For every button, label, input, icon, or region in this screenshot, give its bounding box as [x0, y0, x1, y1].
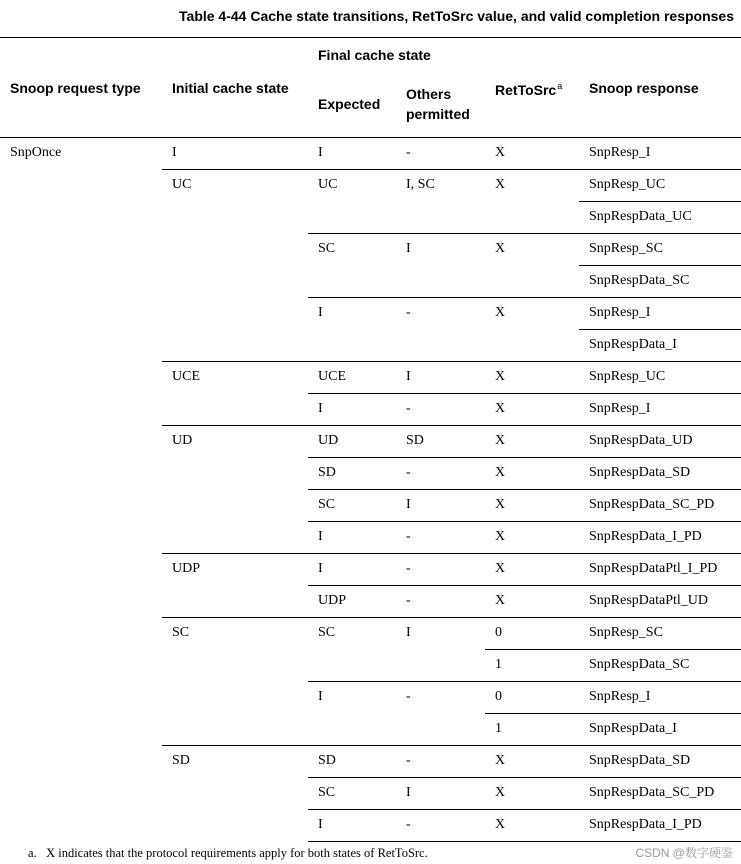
- cell-initial: SD: [162, 746, 308, 842]
- cell-initial: UCE: [162, 362, 308, 426]
- cell-request-type: SnpOnce: [10, 145, 62, 160]
- cell-response: SnpRespData_I: [579, 330, 741, 362]
- cell-expected: UCE: [308, 362, 396, 394]
- cell-expected: UC: [308, 170, 396, 234]
- header-initial-cache-state: Initial cache state: [162, 38, 308, 138]
- cell-expected: UD: [308, 426, 396, 458]
- cell-response: SnpRespDataPtl_UD: [579, 586, 741, 618]
- cell-rettosrc: X: [485, 554, 579, 586]
- cell-others: I, SC: [396, 170, 485, 234]
- cell-others: -: [396, 746, 485, 778]
- watermark: CSDN @数字硬鉴: [635, 846, 733, 860]
- cell-expected: SC: [308, 618, 396, 682]
- cell-rettosrc: X: [485, 490, 579, 522]
- cell-rettosrc: X: [485, 362, 579, 394]
- cell-others: -: [406, 145, 411, 160]
- header-expected: Expected: [308, 71, 396, 138]
- footnote-marker: a: [557, 80, 563, 91]
- cell-response: SnpResp_I: [579, 682, 741, 714]
- cell-response: SnpRespData_SC_PD: [579, 490, 741, 522]
- cell-initial: UC: [162, 170, 308, 362]
- cell-expected: SD: [308, 458, 396, 490]
- cell-expected: I: [318, 145, 323, 160]
- cell-others: -: [396, 458, 485, 490]
- cell-rettosrc: X: [485, 234, 579, 298]
- cell-others: I: [396, 234, 485, 298]
- header-snoop-response: Snoop response: [579, 38, 741, 138]
- header-final-cache-state: Final cache state: [318, 46, 431, 63]
- cell-expected: SC: [308, 490, 396, 522]
- cell-rettosrc: X: [485, 778, 579, 810]
- cell-response: SnpRespDataPtl_I_PD: [579, 554, 741, 586]
- cell-rettosrc: 1: [485, 714, 579, 746]
- cell-rettosrc: 0: [485, 682, 579, 714]
- cell-rettosrc: X: [485, 426, 579, 458]
- cell-expected: UDP: [308, 586, 396, 618]
- cell-expected: SC: [308, 234, 396, 298]
- cell-response: SnpResp_I: [579, 394, 741, 426]
- cell-response: SnpRespData_SD: [579, 458, 741, 490]
- cell-rettosrc: X: [485, 298, 579, 362]
- cell-rettosrc: X: [485, 458, 579, 490]
- cell-expected: SD: [308, 746, 396, 778]
- cache-state-table: [0, 37, 741, 842]
- cell-response: SnpRespData_SC: [579, 650, 741, 682]
- footnote: [28, 846, 428, 861]
- cell-rettosrc: 0: [485, 618, 579, 650]
- cell-response: SnpResp_I: [579, 298, 741, 330]
- header-rettosrc: RetToSrc$^a$: [485, 38, 579, 138]
- cell-response: SnpRespData_SD: [579, 746, 741, 778]
- table-caption: Table 4-44 Cache state transitions, RetToSrc value, and valid completion responses: [179, 8, 734, 24]
- cell-others: -: [396, 682, 485, 746]
- cell-others: -: [396, 394, 485, 426]
- cell-expected: I: [308, 298, 396, 362]
- table-row: [0, 138, 741, 170]
- cell-response: SnpResp_I: [589, 145, 651, 160]
- cell-response: SnpRespData_UC: [579, 202, 741, 234]
- cell-rettosrc: X: [495, 145, 506, 160]
- footnote-label: a.: [28, 846, 37, 860]
- cell-response: SnpRespData_UD: [579, 426, 741, 458]
- cell-expected: I: [308, 810, 396, 842]
- cell-others: I: [396, 490, 485, 522]
- cell-others: SD: [396, 426, 485, 458]
- cell-response: SnpResp_SC: [579, 618, 741, 650]
- cell-others: I: [396, 618, 485, 682]
- cell-response: SnpRespData_I: [579, 714, 741, 746]
- cell-expected: I: [308, 522, 396, 554]
- cell-response: SnpRespData_SC: [579, 266, 741, 298]
- cell-others: -: [396, 298, 485, 362]
- cell-expected: I: [308, 394, 396, 426]
- cell-response: SnpRespData_SC_PD: [579, 778, 741, 810]
- footnote-text: X indicates that the protocol requirements apply for both states of RetToSrc.: [46, 846, 428, 860]
- cell-response: SnpRespData_I_PD: [579, 810, 741, 842]
- cell-initial: UD: [162, 426, 308, 554]
- cell-expected: I: [308, 554, 396, 586]
- cell-rettosrc: 1: [485, 650, 579, 682]
- cell-others: -: [396, 522, 485, 554]
- cell-response: SnpResp_UC: [579, 362, 741, 394]
- cell-rettosrc: X: [485, 586, 579, 618]
- cell-rettosrc: X: [485, 394, 579, 426]
- cell-others: -: [396, 586, 485, 618]
- cell-expected: SC: [308, 778, 396, 810]
- cell-rettosrc: X: [485, 810, 579, 842]
- cell-rettosrc: X: [485, 746, 579, 778]
- header-others-permitted: Others permitted: [396, 71, 485, 138]
- cell-initial: UDP: [162, 554, 308, 618]
- header-snoop-request-type: Snoop request type: [0, 38, 162, 138]
- cell-response: SnpResp_UC: [579, 170, 741, 202]
- cell-others: I: [396, 362, 485, 394]
- cell-rettosrc: X: [485, 522, 579, 554]
- cell-initial: I: [172, 145, 177, 160]
- cell-others: -: [396, 554, 485, 586]
- cell-response: SnpResp_SC: [579, 234, 741, 266]
- cell-others: I: [396, 778, 485, 810]
- cell-others: -: [396, 810, 485, 842]
- cell-initial: SC: [162, 618, 308, 746]
- cell-response: SnpRespData_I_PD: [579, 522, 741, 554]
- cell-expected: I: [308, 682, 396, 746]
- cell-rettosrc: X: [485, 170, 579, 234]
